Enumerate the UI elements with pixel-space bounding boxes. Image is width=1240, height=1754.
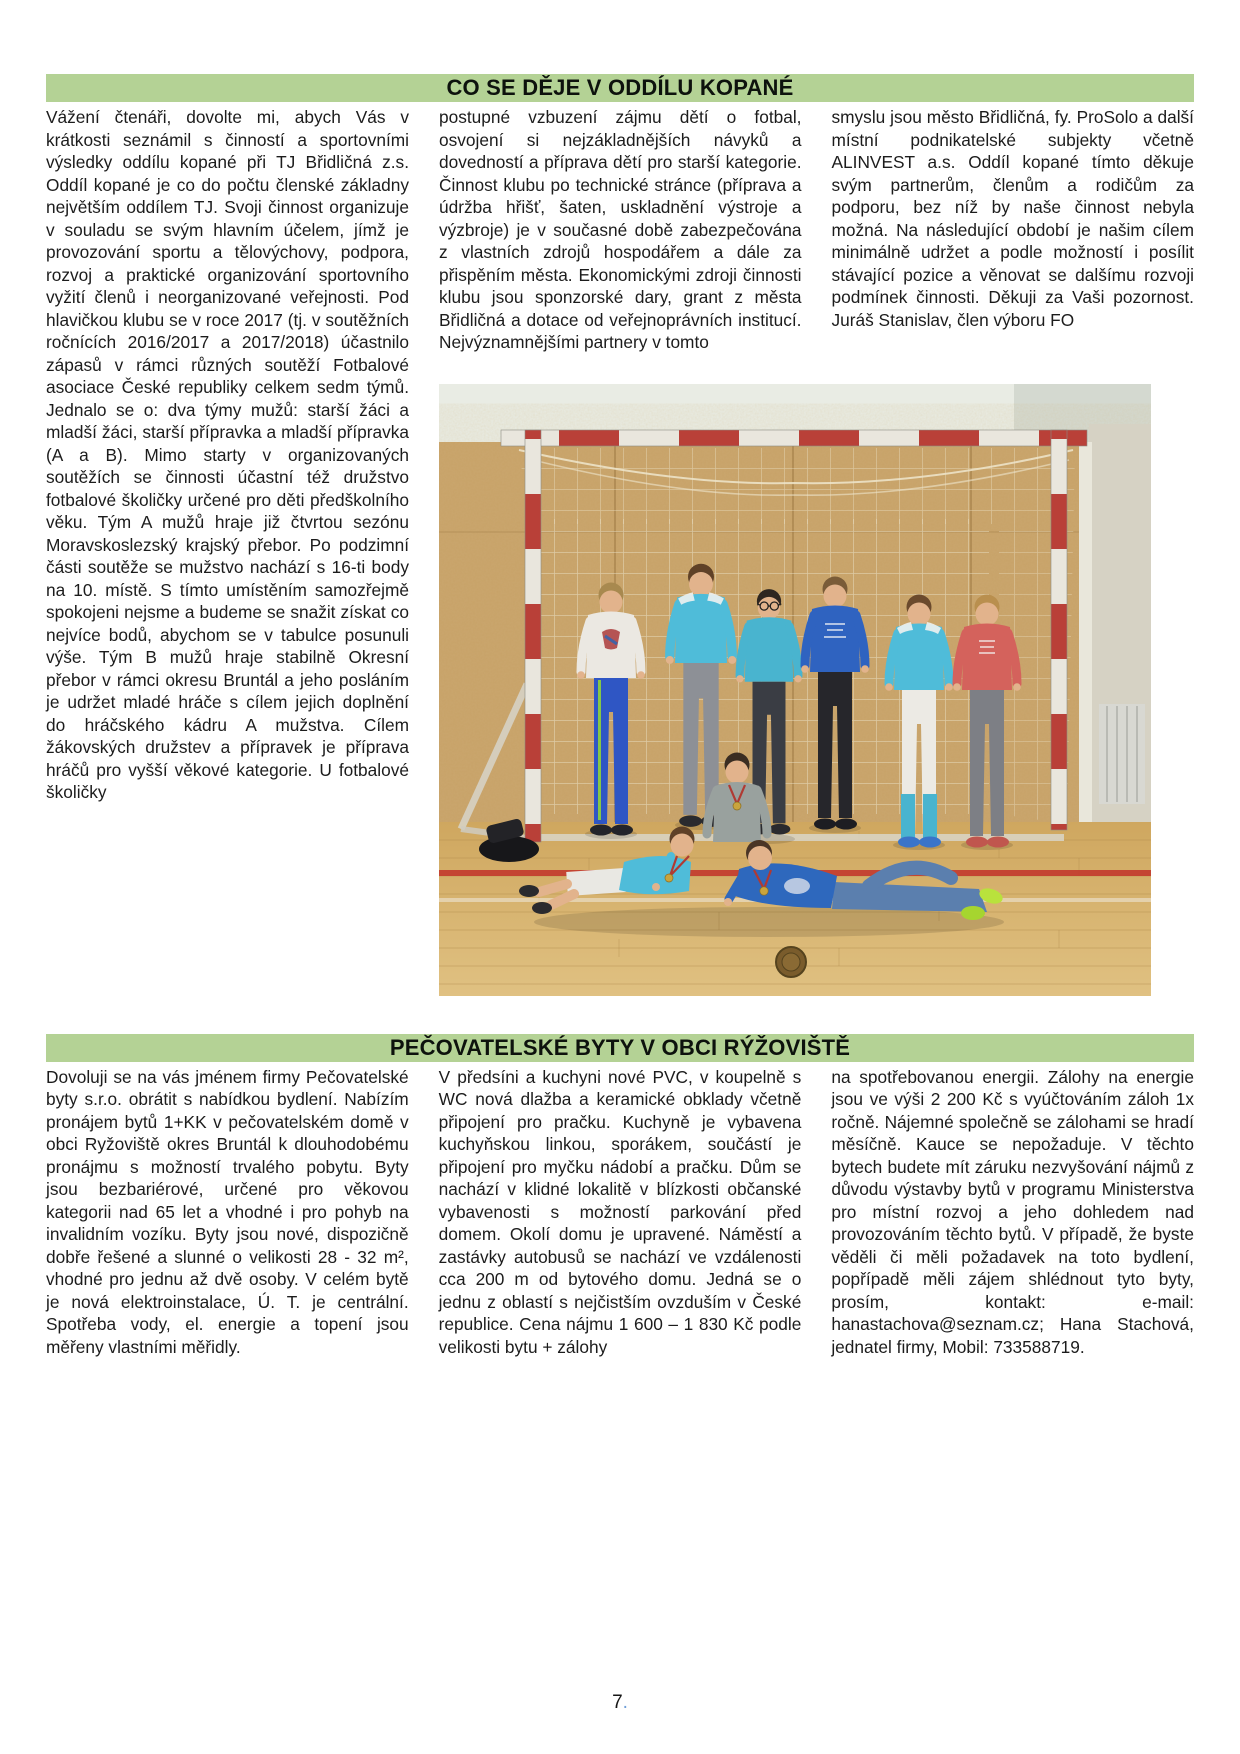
- radiator: [1099, 704, 1145, 804]
- article-football-title-bar: [46, 74, 1194, 102]
- article-football-column-1: Vážení čtenáři, dovolte mi, abych Vás v krátkosti seznámil s činností a sportovními výsledky oddílu kopané při TJ Břidličná z.s. Oddíl kopané je co do počtu členské základny největším oddílem TJ. Svoji činnost organizuje v souladu se svým hlavním účelem, jímž je provozování sportu a tělovýchovy, podpora, rozvoj a praktické organizování sportovního vyžití členů i neorganizované veřejnosti. Pod hlavičkou klubu se v roce 2017 (tj. v soutěžních ročnících 2016/2017 a 2017/2018) účastnilo zápasů v rámci různých soutěží Fotbalové asociace České republiky celkem sedm týmů. Jednalo se o: dva týmy mužů: starší žáci a mladší žáci, starší přípravka a mladší přípravka (A a B). Mimo starty v organizovaných soutěžích se činnosti účastní též družstvo fotbalové školičky určené pro děti předškolního věku. Tým A mužů hraje již čtvrtou sezónu Moravskoslezský krajský přebor. Po podzimní části soutěže se mužstvo nachází s 16-ti body na 10. místě. S tímto umístěním samozřejmě spokojeni nejsme a budeme se snažit získat co nejvíce bodů, abychom se v tabulce posunuli výše. Tým B mužů hraje stabilně Okresní přebor v rámci okresu Bruntál a jeho posláním je udržet mladé hráče s cílem jejich doplnění do hráčského kádru A mužstva. Cílem žákovských družstev a přípravek je příprava hráčů pro vyšší věkové kategorie. U fotbalové školičky: [46, 107, 409, 802]
- article-football-title: CO SE DĚJE V ODDÍLU KOPANÉ: [446, 75, 794, 100]
- article-flats-body: [46, 1066, 1194, 1359]
- wall-pillar: [1079, 442, 1092, 824]
- page-number: 7: [612, 1692, 623, 1713]
- page-footer: [0, 1692, 1240, 1714]
- floor-drain: [776, 947, 806, 977]
- article-football-columns-2-3: [439, 106, 1194, 354]
- article-flats-column-3: na spotřebovanou energii. Zálohy na energie jsou ve výši 2 200 Kč s vyúčtováním záloh 1x ročně. Nájemné společně se zálohami se hradí měsíčně. Kauce se nepožaduje. V těchto bytech budete mít záruku nezvyšování nájmů z důvodu výstavby bytů v programu Ministerstva pro místní rozvoj a jeho dohledem nad provozováním těchto bytů. V případě, že byste věděli či měli požadavek na toto bydlení, popřípadě měli zájem shlédnout tyto byty, prosím, kontakt: e-mail: hanastachova@seznam.cz; Hana Stachová, jednatel firmy, Mobil: 733588719.: [831, 1066, 1194, 1357]
- article-flats-column-2: V předsíni a kuchyni nové PVC, v koupelně s WC nová dlažba a keramické obklady včetně připojení pro pračku. Kuchyně je vybavena kuchyňskou linkou, sporákem, součástí je připojení pro myčku nádobí a pračku. Dům se nachází v klidné lokalitě v blízkosti občanské vybavenosti s možností parkování před domem. Okolí domu je upravené. Náměstí a zastávky autobusů se nachází ve vzdálenosti cca 200 m od bytového domu. Jedná se o jednu z oblastí s nejčistším ovzduším v České republice. Cena nájmu 1 600 – 1 830 Kč podle velikosti bytu + zálohy: [438, 1066, 802, 1357]
- article-football-column-2: postupné vzbuzení zájmu dětí o fotbal, osvojení si nejzákladnějších návyků a dovedností a příprava dětí pro starší kategorie. Činnost klubu po technické stránce (příprava a údržba hřišť, šaten, uskladnění výstroje a výzbroje) je v současné době zabezpečována z vlastních zdrojů hospodářem a dále za přispěním města. Ekonomickými zdroji činnosti klubu jsou sponzorské dary, grant z města Břidličná a dotace od veřejnoprávních institucí. Nejvýznamnějšími partnery v tomto: [439, 107, 802, 352]
- article-flats: [46, 1034, 1194, 1359]
- article-flats-column-1: Dovoluji se na vás jménem firmy Pečovatelské byty s.r.o. obrátit s nabídkou bydlení. Nabízím pronájem bytů 1+KK v pečovatelském domě v obci Ryžoviště okres Bruntál k dlouhodobému pronájmu s možností trvalého pobytu. Byty jsou bezbariérové, určené pro věkovou kategorii nad 65 let a vhodné i pro pohyb na invalidním vozíku. Byty jsou nové, dispozičně dobře řešené a slunné o velikosti 28 - 32 m², vhodné pro jednu až dvě osoby. V celém bytě je nová elektroinstalace, Ú. T. je centrální. Spotřeba vody, el. energie a topení jsou měřeny vlastními měřidly.: [46, 1066, 409, 1357]
- article-football-column-3: smyslu jsou město Břidličná, fy. ProSolo a další místní podnikatelské subjekty včetně ALINVEST a.s. Oddíl kopané tímto děkuje svým partnerům, členům a rodičům za podporu, bez níž by naše činnost nebyla možná. Na následující období je našim cílem minimálně udržet a podle možností i posílit stávající pozice a věnovat se dalšímu rozvoji podmínek činnosti. Děkuji za Vaši pozornost. Juráš Stanislav, člen výboru FO: [831, 107, 1194, 330]
- team-photo: [439, 384, 1151, 996]
- article-flats-title: PEČOVATELSKÉ BYTY V OBCI RÝŽOVIŠTĚ: [389, 1034, 851, 1060]
- article-football: [46, 74, 1194, 996]
- article-flats-title-bar: [46, 1034, 1194, 1062]
- page-number-dot: .: [622, 1692, 628, 1713]
- team-photo-illustration: [439, 384, 1151, 996]
- article-football-body: [46, 106, 1194, 996]
- article-football-right: [439, 106, 1194, 996]
